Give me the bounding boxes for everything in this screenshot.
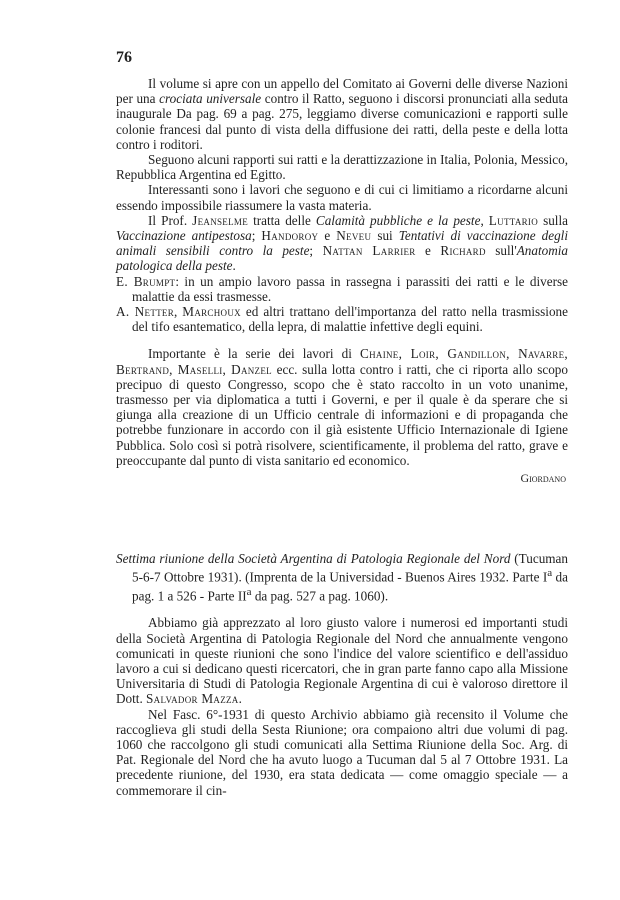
paragraph-6: A. Netter, Marchoux ed altri trattano dell'importanza del ratto nella trasmissione del tifo esantematico, della lepra, di malattie infettive degli equini. — [116, 304, 568, 335]
paragraph-2: Seguono alcuni rapporti sui ratti e la derattizzazione in Italia, Polonia, Messico, Repubblica Argentina ed Egitto. — [116, 152, 568, 183]
page-number: 76 — [116, 49, 132, 66]
author-name: Nattan Larrier — [322, 243, 416, 259]
author-name: E. Brumpt — [116, 273, 176, 289]
review-section-1 — [116, 76, 568, 486]
paragraph-5: E. Brumpt: in un ampio lavoro passa in rassegna i parassiti dei ratti e le diverse malattie da essi trasmesse. — [116, 273, 568, 304]
author-names: Chaine, Loir, Gandillon, Navarre, Bertrand, Maselli, Danzel — [116, 346, 568, 377]
emphasis: crociata universale — [159, 91, 262, 107]
author-name: Marchoux — [182, 304, 241, 320]
author-name: Handoroy — [261, 228, 319, 244]
review-section-2 — [116, 551, 568, 798]
paragraph-7: Importante è la serie dei lavori di Chaine, Loir, Gandillon, Navarre, Bertrand, Maselli, Danzel ecc. sulla lotta contro i ratti, che ci riporta allo scopo precipuo di questo Congresso, scopo che è stato raccolto in un voto unanime, trasmesso per via diplomatica a tutti i Governi, e per il quale è da sperare che si giunga alla creazione di un Ufficio centrale di informazioni e di propaganda che potrebbe funzionare in accordo con il già esistente Ufficio Internazionale di Igiene Pubblica. Solo così si potrà risolvere, scientificamente, il problema del ratto, grave e preoccupante dal punto di vista sanitario ed economico. — [116, 346, 568, 468]
paragraph-3: Interessanti sono i lavori che seguono e di cui ci limitiamo a ricordarne alcuni essendo impossibile riassumere la vasta materia. — [116, 182, 568, 213]
author-name: Jeanselme — [192, 212, 249, 228]
author-name: Salvador Mazza — [146, 691, 239, 707]
paragraph-4: Il Prof. Jeanselme tratta delle Calamità pubbliche e la peste, Luttario sulla Vaccinazione antipestosa; Handoroy e Neveu sui Tentativi di vaccinazione degli animali sensibili contro la peste; Nattan Larrier e Richard sull'Anatomia patologica della peste. — [116, 212, 569, 274]
signature: Giordano — [520, 471, 566, 486]
paragraph-2: Nel Fasc. 6°-1931 di questo Archivio abbiamo già recensito il Volume che raccoglieva gli studi della Sesta Riunione; ora compaiono altri due volumi di pag. 1060 che raccolgono gli studi comunicati alla Settima Riunione della Soc. Arg. di Pat. Regionale del Nord che ha avuto luogo a Tucuman dal 5 al 7 Ottobre 1931. La precedente riunione, del 1930, era stata dedicata — come omaggio speciale — a commemorare il cin- — [116, 706, 568, 798]
paragraph-1: Il volume si apre con un appello del Comitato ai Governi delle diverse Nazioni per una crociata universale contro il Ratto, seguono i discorsi pronunciati alla seduta inaugurale Da pag. 69 a pag. 275, leggiamo diverse comunicazioni e rapporti sulle colonie francesi dal punto di vista della diffusione dei ratti, della peste e della lotta contro i roditori. — [116, 76, 568, 152]
author-name: Neveu — [336, 228, 372, 244]
author-name: A. Netter — [116, 304, 175, 320]
author-name: Richard — [440, 243, 486, 259]
paragraph-1: Abbiamo già apprezzato al loro giusto valore i numerosi ed importanti studi della Società Argentina di Patologia Regionale del Nord che annualmente vengono comunicati in queste riunioni che sono l'indice del valore scientifico e dell'assiduo lavoro a cui si dedicano questi ricercatori, che in gran parte fanno capo alla Missione Universitaria di Studi di Patologia Regionale Argentina di cui è valoroso direttore il Dott. Salvador Mazza. — [116, 615, 568, 707]
author-name: Luttario — [488, 212, 539, 228]
review-heading: Settima riunione della Società Argentina di Patologia Regionale del Nord (Tucuman 5-6-7 Ottobre 1931). (Imprenta de la Universidad - Buenos Aires 1932. Parte $I^a$ da pag. 1 a 526 - Parte $II^a$ da pag. 527 a pag. 1060). — [116, 551, 569, 604]
